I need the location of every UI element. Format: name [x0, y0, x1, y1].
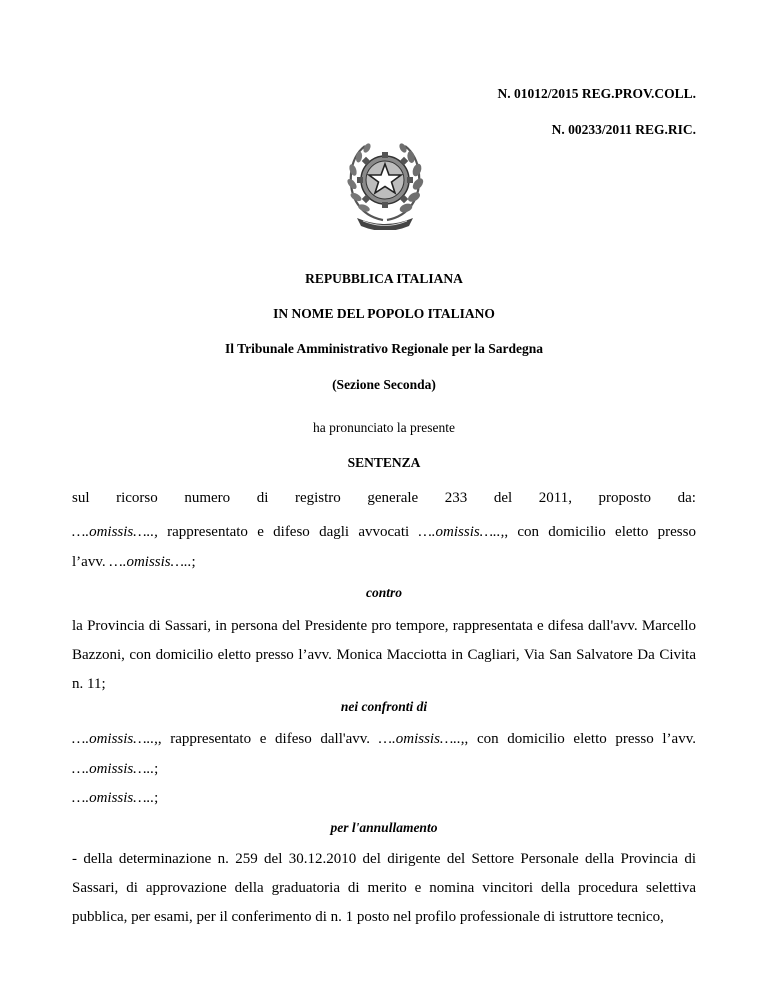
text-fragment: ,, rappresentato e difeso dall'avv.: [154, 731, 379, 747]
omissis: ….omissis…..: [72, 790, 155, 806]
court-title: Il Tribunale Amministrativo Regionale per la Sardegna: [224, 341, 543, 356]
omissis: ….omissis…..,: [72, 524, 158, 540]
registry-number-ric: N. 00233/2011 REG.RIC.: [551, 122, 696, 137]
text-fragment: ,, con domicilio eletto presso l’avv.: [460, 731, 696, 747]
omissis: ….omissis…..: [72, 731, 155, 747]
omissis: ….omissis…..: [418, 524, 501, 540]
text-fragment: ;: [154, 790, 159, 806]
text-fragment: rappresentato e difeso dagli avvocati: [157, 524, 419, 540]
omissis: ….omissis…..: [378, 731, 461, 747]
intro-paragraph-line2: [72, 548, 696, 577]
intro-word: 2011,: [538, 490, 572, 506]
intro-word: 233: [444, 490, 468, 506]
text-fragment: l’avv.: [72, 554, 110, 570]
people-title: IN NOME DEL POPOLO ITALIANO: [273, 306, 495, 321]
text-fragment: ;: [191, 554, 196, 570]
contro-paragraph: la Provincia di Sassari, in persona del Presidente pro tempore, rappresentata e difesa dall'avv. Marcello Bazzoni, con domicilio eletto presso l’avv. Monica Macciotta in Cagliari, Via San Salvatore Da Civita n. 11;: [72, 618, 696, 692]
pronounced-text: ha pronunciato la presente: [312, 420, 456, 435]
intro-paragraph-line1: [72, 518, 696, 547]
intro-word: del: [493, 490, 513, 506]
text-fragment: ;: [154, 761, 159, 777]
intro-word: sul: [72, 490, 90, 506]
italian-republic-emblem: [343, 140, 427, 230]
intro-word: ricorso: [116, 490, 158, 506]
intro-word: generale: [367, 490, 419, 506]
intro-word: registro: [294, 490, 341, 506]
intro-word: da:: [677, 490, 696, 506]
nei-confronti-line3: [72, 784, 696, 813]
nei-confronti-line2: [72, 755, 696, 784]
text-fragment: ,, con domicilio eletto presso: [500, 524, 696, 540]
sentence-title: SENTENZA: [347, 455, 421, 470]
republic-title: REPUBBLICA ITALIANA: [305, 271, 463, 286]
section-title: (Sezione Seconda): [332, 377, 436, 392]
intro-word: numero: [184, 490, 231, 506]
registry-number-prov: N. 01012/2015 REG.PROV.COLL.: [497, 86, 696, 101]
nei-confronti-line1: [72, 725, 696, 754]
omissis: ….omissis…..: [72, 761, 155, 777]
annullamento-paragraph: - della determinazione n. 259 del 30.12.2010 del dirigente del Settore Personale della Provincia di Sassari, di approvazione della graduatoria di merito e nomina vincitori della procedura selettiva pubblica, per esami, per il conferimento di n. 1 posto nel profilo professionale di istruttore tecnico,: [72, 851, 696, 925]
nei-confronti-heading: nei confronti di: [340, 699, 428, 714]
intro-line: [72, 490, 696, 507]
intro-word: proposto: [598, 490, 652, 506]
annullamento-heading: per l'annullamento: [330, 820, 438, 835]
omissis: ….omissis…..: [109, 554, 192, 570]
contro-heading: contro: [365, 585, 402, 600]
intro-word: di: [256, 490, 269, 506]
